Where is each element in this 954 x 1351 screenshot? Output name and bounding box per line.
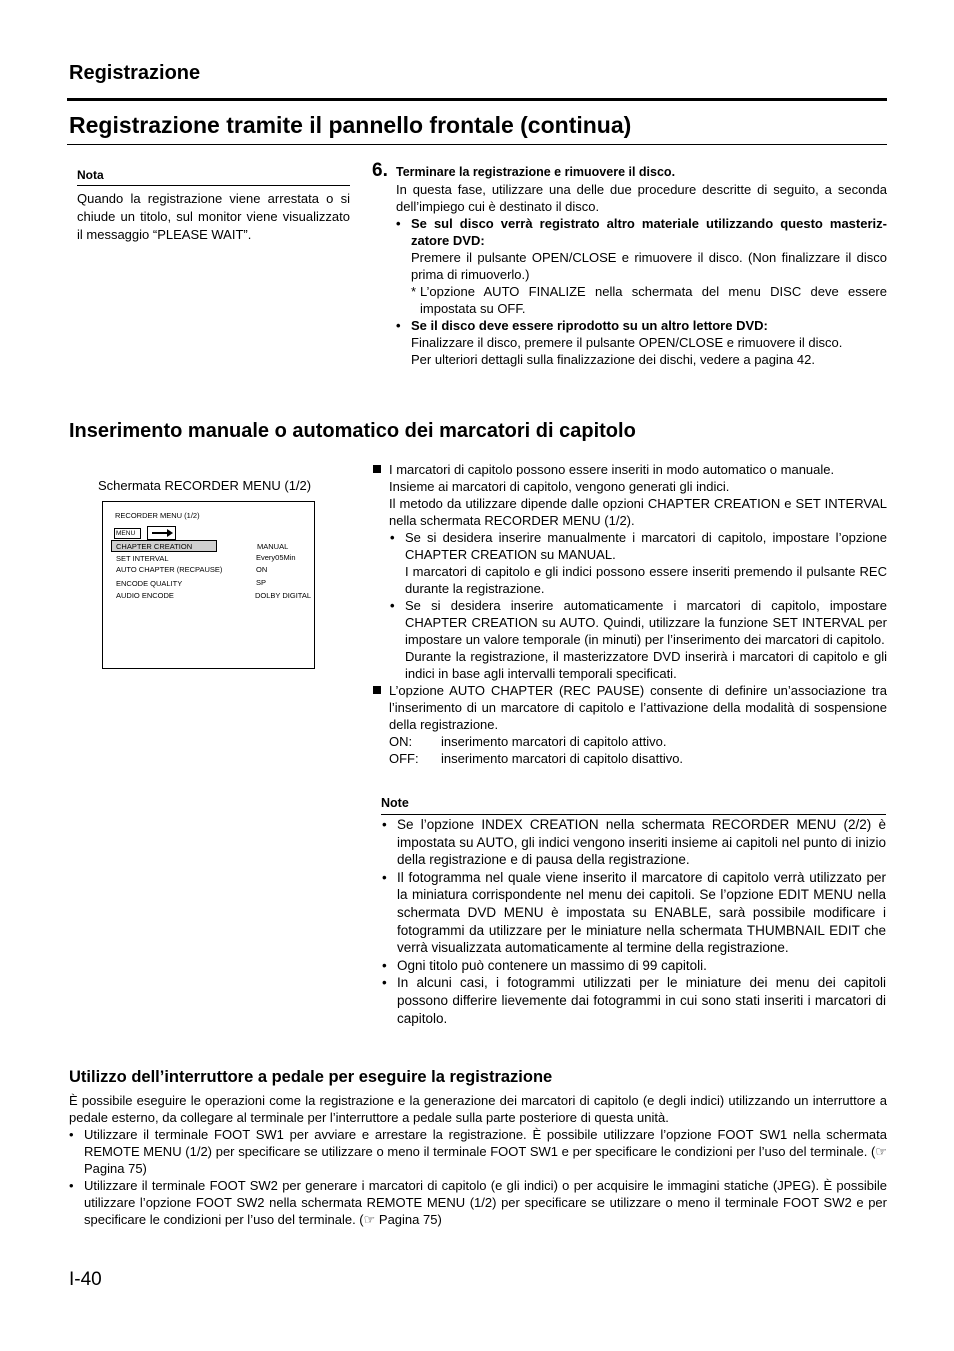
footswitch-heading: Utilizzo dell’interruttore a pedale per eseguire la registrazione <box>69 1068 553 1086</box>
option-key: ON: <box>389 734 413 749</box>
nota-box <box>77 168 350 244</box>
note-text: In alcuni casi, i fotogrammi utilizzati per le miniature dei menu dei capitoli possono differire lievemente dai fotogrammi in cui sono stati inseriti i marcatori di capitolo. <box>397 975 886 1026</box>
off-option <box>389 750 887 767</box>
option-key: OFF: <box>389 751 419 766</box>
menu-row-label: SET INTERVAL <box>116 554 169 563</box>
square-bullet <box>389 682 887 733</box>
chapters-body <box>372 461 887 767</box>
paragraph: Il metodo da utilizzare dipende dalle opzioni CHAPTER CREATION e SET INTERVAL nella schermata RECORDER MENU (1/2). <box>389 496 887 528</box>
section-title: Registrazione <box>69 62 201 84</box>
paragraph: Se si desidera inserire automaticamente i marcatori di capitolo, impostare CHAPTER CREATION su AUTO. Quindi, utilizzare la funzione SET INTERVAL per impostare un valore temporale (in minuti) per l’inserimento dei marcatori di capitolo. <box>405 598 887 647</box>
menu-row-value: ON <box>256 565 268 574</box>
arrow-icon <box>147 526 176 540</box>
menu-tab: MENU <box>114 528 141 539</box>
list-item: • Ogni titolo può contenere un massimo di 99 capitoli. <box>382 957 707 973</box>
step-heading: Terminare la registrazione e rimuovere il disco. <box>396 165 676 179</box>
menu-row-value: Every05Min <box>256 553 296 562</box>
recorder-menu-screen <box>102 501 315 669</box>
menu-row-value: MANUAL <box>257 542 289 551</box>
list-item: • Il fotogramma nel quale viene inserito il marcatore di capitolo verrà utilizzato per la miniatura corrispondente nel menu dei capitoli. Se l’opzione EDIT MENU nella schermata DVD MENU è impostata su ENABLE, sarà possibile modificare i fotogrammi da utilizzare per le miniature nella schermata THUMBNAIL EDIT che verrà visualizzata automaticamente al termine della registrazione. <box>382 869 886 956</box>
screen-title: RECORDER MENU (1/2) <box>115 511 200 520</box>
sub-bullet: • Se si desidera inserire manualmente i marcatori di capitolo, impostare l’opzione CHAPTER CREATION su MANUAL. I marcatori di capitolo e gli indici possono essere inseriti premendo il pulsante REC durante la registrazione. <box>390 530 887 596</box>
bullet-text: Finalizzare il disco, premere il pulsante OPEN/CLOSE e rimuovere il disco. <box>411 335 843 350</box>
menu-row-value: SP <box>256 578 267 587</box>
chapters-heading: Inserimento manuale o automatico dei marcatori di capitolo <box>69 420 636 442</box>
item-text: Utilizzare il terminale FOOT SW1 per avviare e arrestare la registrazione. È possibile utilizzare l’opzione FOOT SW1 nella schermata REMOTE MENU (1/2) per specificare se utilizzare o meno il terminale FOOT SW1 e per specificare le condizioni per l’uso del terminale. (☞ Pagina 75) <box>84 1127 887 1176</box>
sub-bullet: • Se si desidera inserire automaticamente i marcatori di capitolo, impostare CHAPTER CREATION su AUTO. Quindi, utilizzare la funzione SET INTERVAL per impostare un valore temporale (in minuti) per l’inserimento dei marcatori di capitolo. Durante la registrazione, il masterizzatore DVD inserirà i marcatori di capitolo e gli indici in base agli intervalli temporali specificati. <box>390 598 887 681</box>
option-value: inserimento marcatori di capitolo attivo. <box>441 734 667 749</box>
note-label: Note <box>381 796 886 815</box>
paragraph: Se si desidera inserire manualmente i marcatori di capitolo, impostare l’opzione CHAPTER CREATION su MANUAL. <box>405 530 887 562</box>
list-item: • Utilizzare il terminale FOOT SW1 per avviare e arrestare la registrazione. È possibile utilizzare l’opzione FOOT SW1 nella schermata REMOTE MENU (1/2) per specificare se utilizzare o meno il terminale FOOT SW1 e per specificare le condizioni per l’uso del terminale. (☞ Pagina 75) <box>69 1127 887 1176</box>
note-text: Il fotogramma nel quale viene inserito il marcatore di capitolo verrà utilizzato per la miniatura corrispondente nel menu dei capitoli. Se l’opzione EDIT MENU nella schermata DVD MENU è impostata su ENABLE, sarà possibile modificare i fotogrammi da utilizzare per le miniature nella schermata THUMBNAIL EDIT che verrà visualizzata automaticamente al termine della registrazione. <box>397 869 886 956</box>
step-number: 6. <box>372 160 388 181</box>
footnote-text: L’opzione AUTO FINALIZE nella schermata del menu DISC deve essere impostata su OFF. <box>420 284 887 316</box>
bullet-footnote: * L’opzione AUTO FINALIZE nella schermata del menu DISC deve essere impostata su OFF. <box>411 284 887 316</box>
paragraph: Durante la registrazione, il masterizzatore DVD inserirà i marcatori di capitolo e gli indici in base agli intervalli temporali specificati. <box>405 649 887 681</box>
square-bullet <box>389 461 887 529</box>
list-item: • In alcuni casi, i fotogrammi utilizzati per le miniature dei menu dei capitoli possono differire lievemente dai fotogrammi in cui sono stati inseriti i marcatori di capitolo. <box>382 975 886 1026</box>
bullet-title: Se sul disco verrà registrato altro materiale utilizzando questo masterizzatore DVD: <box>411 216 887 248</box>
bullet-title: Se il disco deve essere riprodotto su un altro lettore DVD: <box>411 318 768 333</box>
item-text: Utilizzare il terminale FOOT SW2 per generare i marcatori di capitolo (e gli indici) o per acquisire le immagini statiche (JPEG). È possibile utilizzare l’opzione FOOT SW2 nella schermata REMOTE MENU (1/2) per specificare se utilizzare o meno il terminale FOOT SW2 e per specificare le condizioni per l’uso del terminale. (☞ Pagina 75) <box>84 1178 887 1227</box>
note-text: Se l’opzione INDEX CREATION nella schermata RECORDER MENU (2/2) è impostata su AUTO, gli indici vengono inseriti insieme ai capitoli nel punto di inizio della registrazione e di pausa della registrazione. <box>397 817 887 868</box>
step-6 <box>372 162 887 368</box>
page-title: Registrazione tramite il pannello frontale (continua) <box>69 112 632 138</box>
note-text: Ogni titolo può contenere un massimo di 99 capitoli. <box>397 957 707 973</box>
paragraph: L’opzione AUTO CHAPTER (REC PAUSE) consente di definire un’associazione tra l’inserimento di un marcatore di capitolo e l’attivazione della modalità di sospensione della registrazione. <box>389 683 887 732</box>
note-list <box>381 816 886 1027</box>
step-bullet: • Se il disco deve essere riprodotto su un altro lettore DVD: <box>396 318 768 333</box>
nota-label: Nota <box>77 168 350 186</box>
screen-caption: Schermata RECORDER MENU (1/2) <box>98 478 312 493</box>
bullet-text: Premere il pulsante OPEN/CLOSE e rimuovere il disco. (Non finalizzare il disco prima di rimuoverlo.) <box>411 250 887 282</box>
title-rule <box>67 144 887 145</box>
footswitch-body <box>69 1092 887 1228</box>
list-item: • Utilizzare il terminale FOOT SW2 per generare i marcatori di capitolo (e gli indici) o per acquisire le immagini statiche (JPEG). È possibile utilizzare l’opzione FOOT SW2 nella schermata REMOTE MENU (1/2) per specificare se utilizzare o meno il terminale FOOT SW2 e per specificare le condizioni per l’uso del terminale. (☞ Pagina 75) <box>69 1178 887 1227</box>
menu-row-value: DOLBY DIGITAL <box>255 591 311 600</box>
paragraph: I marcatori di capitolo possono essere inseriti in modo automatico o manuale. <box>389 462 835 477</box>
option-value: inserimento marcatori di capitolo disattivo. <box>441 751 684 766</box>
step-bullet: • Se sul disco verrà registrato altro materiale utilizzando questo masterizzatore DVD: <box>396 216 887 248</box>
menu-row-label: AUTO CHAPTER (RECPAUSE) <box>116 565 223 574</box>
menu-row-label: CHAPTER CREATION <box>116 542 193 551</box>
paragraph: Insieme ai marcatori di capitolo, vengono generati gli indici. <box>389 479 730 494</box>
on-option <box>389 733 887 750</box>
paragraph: I marcatori di capitolo e gli indici possono essere inseriti premendo il pulsante REC durante la registrazione. <box>405 564 887 596</box>
list-item: • Se l’opzione INDEX CREATION nella schermata RECORDER MENU (2/2) è impostata su AUTO, gli indici vengono inseriti insieme ai capitoli nel punto di inizio della registrazione e di pausa della registrazione. <box>382 817 887 868</box>
nota-text: Quando la registrazione viene arrestata o si chiude un titolo, sul monitor viene visualizzato il messaggio “PLEASE WAIT”. <box>77 191 350 242</box>
header-rule <box>67 98 887 101</box>
paragraph: È possibile eseguire le operazioni come la registrazione e la generazione dei marcatori di capitolo (e degli indici) utilizzando un interruttore a pedale esterno, da collegare al terminale per l’interruttore a pedale sulla parte posteriore di questa unità. <box>69 1093 887 1125</box>
menu-row-label: AUDIO ENCODE <box>116 591 174 600</box>
menu-row-label: ENCODE QUALITY <box>116 579 183 588</box>
bullet-text: Per ulteriori dettagli sulla finalizzazione dei dischi, vedere a pagina 42. <box>411 352 815 367</box>
page-number: I-40 <box>69 1269 102 1290</box>
step-intro: In questa fase, utilizzare una delle due procedure descritte di seguito, a seconda dell’impiego cui è destinato il disco. <box>396 182 887 214</box>
